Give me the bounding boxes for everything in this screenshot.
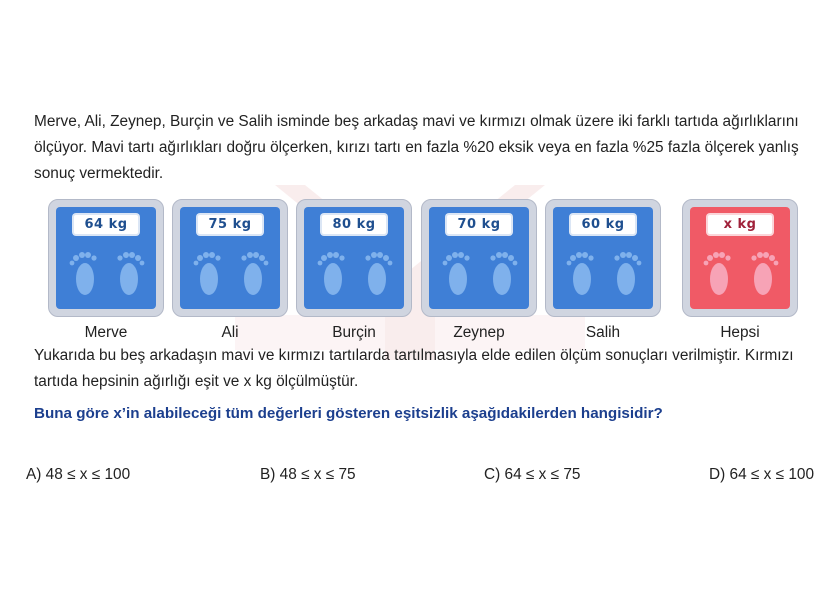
scale-plate [304,207,404,309]
scale-label-ali: Ali [221,324,239,341]
scale-plate [180,207,280,309]
problem-description: Yukarıda bu beş arkadaşın mavi ve kırmızı tartılarda tartılmasıyla elde edilen ölçüm sonuçları verilmiştir. Kırmızı tartıda hepsinin ağırlığı eşit ve x kg ölçülmüştür. [34,347,794,390]
option-text: 64 ≤ x ≤ 75 [504,466,581,483]
scale-label-salih: Salih [585,324,621,341]
scale-merve [48,199,164,317]
option-text: 48 ≤ x ≤ 75 [279,466,356,483]
option-letter: C) [484,466,501,483]
question-text: Buna göre x’in alabileceği tüm değerleri gösteren eşitsizlik aşağıdakilerden hangisidir? [34,405,663,422]
footprints-icon [436,245,524,307]
scale-hepsi [682,199,798,317]
scale-display: 64 kg [74,215,138,234]
option-text: 48 ≤ x ≤ 100 [45,466,131,483]
scale-display: 75 kg [198,215,262,234]
scale-plate [690,207,790,309]
scale-display: 80 kg [322,215,386,234]
footprints-icon [63,245,151,307]
scale-label-merve: Merve [84,324,128,341]
footprints-icon [560,245,648,307]
scale-plate [553,207,653,309]
scale-display: x kg [708,215,772,234]
scale-plate [56,207,156,309]
option-c[interactable] [484,466,580,484]
scale-display: 70 kg [447,215,511,234]
footprints-icon [311,245,399,307]
option-d[interactable] [709,466,814,484]
footprints-icon [697,245,785,307]
scale-salih [545,199,661,317]
option-a[interactable] [26,466,130,484]
option-letter: D) [709,466,726,483]
scale-burcin [296,199,412,317]
scale-plate [429,207,529,309]
scale-label-hepsi: Hepsi [720,324,760,341]
scale-label-zeynep: Zeynep [453,324,505,341]
scale-display: 60 kg [571,215,635,234]
option-text: 64 ≤ x ≤ 100 [729,466,815,483]
footprints-icon [187,245,275,307]
problem-intro: Merve, Ali, Zeynep, Burçin ve Salih isminde beş arkadaş mavi ve kırmızı olmak üzere iki farklı tartıda ağırlıklarını ölçüyor. Mavi tartı ağırlıkları doğru ölçerken, kırızı tartı en fazla %20 eksik veya en fazla %25 fazla ölçerek yanlış sonuç vermektedir. [34,113,799,182]
scale-zeynep [421,199,537,317]
scale-label-burcin: Burçin [332,324,376,341]
option-letter: B) [260,466,276,483]
scale-ali [172,199,288,317]
option-b[interactable] [260,466,356,484]
option-letter: A) [26,466,42,483]
